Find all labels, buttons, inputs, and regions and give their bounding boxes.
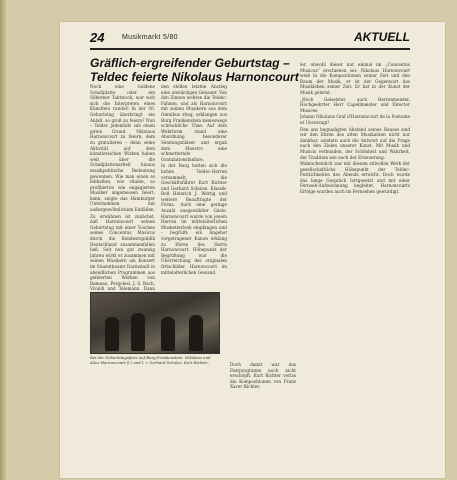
paragraph: den stellen letzten Anstieg eine unwürdigen Genauer. Von den Zinnen wehten die Teldec-Fahnen, und als Harnoncourt mit seinen Musikern aus dem Omnibus stieg, erklangen aus Burg Frankenstein keineswegs schreckliche Töne: Auf dem Wehrturm stand eine Abordnung besonderer Sendungsbläser und ergab dem Maestro eine schmetternde Gratulationsfanfare.	[161, 84, 227, 162]
binder-edge	[0, 0, 6, 480]
paragraph: Den uns begnadigten Abstand seines Hauses sind wir den Ehren des alten Musikanten nicht nur dankbar, sondern auch die Antwort auf die Frage nach den Zielen unserer Kunst. Mit Musik und Musicis verbunden, der Schönheit und Wahrheit, der Tradition wie auch der Erneuerung.	[300, 126, 410, 160]
photo-caption: Bei der Geburtstagsfeier auf Burg Frankenstein: Nikolaus und Alice Harnoncourt (l.) und l. r. Gerhard Schulze, Kurt Richter.	[90, 355, 211, 365]
page-number: 24	[90, 30, 105, 45]
paragraph: „Hoch Geiselster, auch Herrenmeister, Hochgeehrter Herr Capellmeister und Director Musices	[300, 96, 410, 113]
article-photo	[90, 292, 220, 354]
photo-figure	[189, 315, 203, 351]
issue-label: Musikmarkt 5/80	[122, 34, 178, 41]
paragraph: Wahrscheinlich war mit diesem stilvollen Werk der gesellschaftliche Höhepunkt der Teldec-Festlichkeiten des Abends erreicht. Doch wurde das lange Gespräch fortgesetzt und mit einer Fernseh-Aufzeichnung begleitet, Harnoncourts Erfolge wurden auch im Fernsehen gewürdigt.	[300, 161, 410, 195]
article-column-2-end	[230, 362, 296, 442]
article-headline: Gräflich-ergreifender Geburtstag – Teldec feierte Nikolaus Harnoncourt	[90, 56, 299, 84]
paragraph: In der Burg hatten sich die hohen Teldec-Herren versammelt, die Geschäftsführer Kurt Richter und Gerhard Schulze, Klassik-Boß Heinrich J. Wertig und weitere Beauftragte der Firma. Auch eine geringe Anzahl ausgewählter Gäste. Harnoncourt wurde von jenem Herren im mittelalterlichen Musketierlook empfangen und – begrüßt: ein Angebot vorgetragener Kanon erklang zu Ehren des Herrn Harnoncourt. Höhepunkt der Begrüßung war die Überreichung des originalen Ortschilder Harnoncourt im mittelalterlichen Gewand.	[161, 163, 227, 275]
page-header	[90, 32, 410, 50]
paragraph: ler, obwohl dieser nur einmal im „Concentus Musicus“ erschienen sei: Nikolaus Harnoncourt weiß in die Kompositionen seiner Zeit und den Raum der Musik, er ist der Gegenwart das Musikleben seiner Zeit. Er hat in der Kunst der Musik gelernt.	[300, 62, 410, 95]
section-title: AKTUELL	[354, 30, 410, 44]
paragraph: Johann Nikolaus Graf d'Harnoncourt de la Fontaine et Unverzagt!	[300, 114, 410, 125]
newspaper-page	[60, 22, 445, 478]
photo-figure	[131, 313, 145, 351]
photo-figure	[105, 317, 119, 351]
paragraph: Doch damit war das Festprogramm noch nicht erschöpft. Kurt Richter verlas die Kompositionen von Franz Xaver Richter.	[230, 362, 296, 390]
paragraph: Noch eine Goldene Schallplatte oder ein Silberner Taktstock, war weit sich die Interpreten eines Künstlers rundet! In der 50. Geburtstag überbringt ein Anlaß, so groß zu feiern? Nun – Teldec jedenfalls sah einen guten Grund. Nikolaus Harnoncourt zu feiern, dem zu gratulieren – denn seine Aktivität auf dem künstlerischen Wirken haben weit über die Schallplattenarbeit hinaus musikpolitische Bedeutung gewonnen. Wie man einen so lebhaften, wie vitalen, so profilierten wie engagierten Musiker angemessen feiert, kann, zeigte das Hamburger Unternehmen mit außergewöhnlichem Einfällen.	[90, 84, 155, 213]
article-column-3	[300, 62, 410, 478]
paragraph: Zu erwähnen ist zunächst, daß Harnoncourt seinen Geburtstag mit einer Tournee seines Concentus Musicus durch die Bundesrepublik Deutschland zusammenfallen ließ. Seit nun gut zwanzig Jahren wirkt er zusammen mit seinen Musikern am Konzert im Staatstheater Darmstadt in abendlichen Programmen aus gefeierten Werken von Rameau, Pergolesi, J. S. Bach, Vivaldi und Telemann. Dann	[90, 213, 155, 292]
photo-figure	[161, 317, 175, 351]
